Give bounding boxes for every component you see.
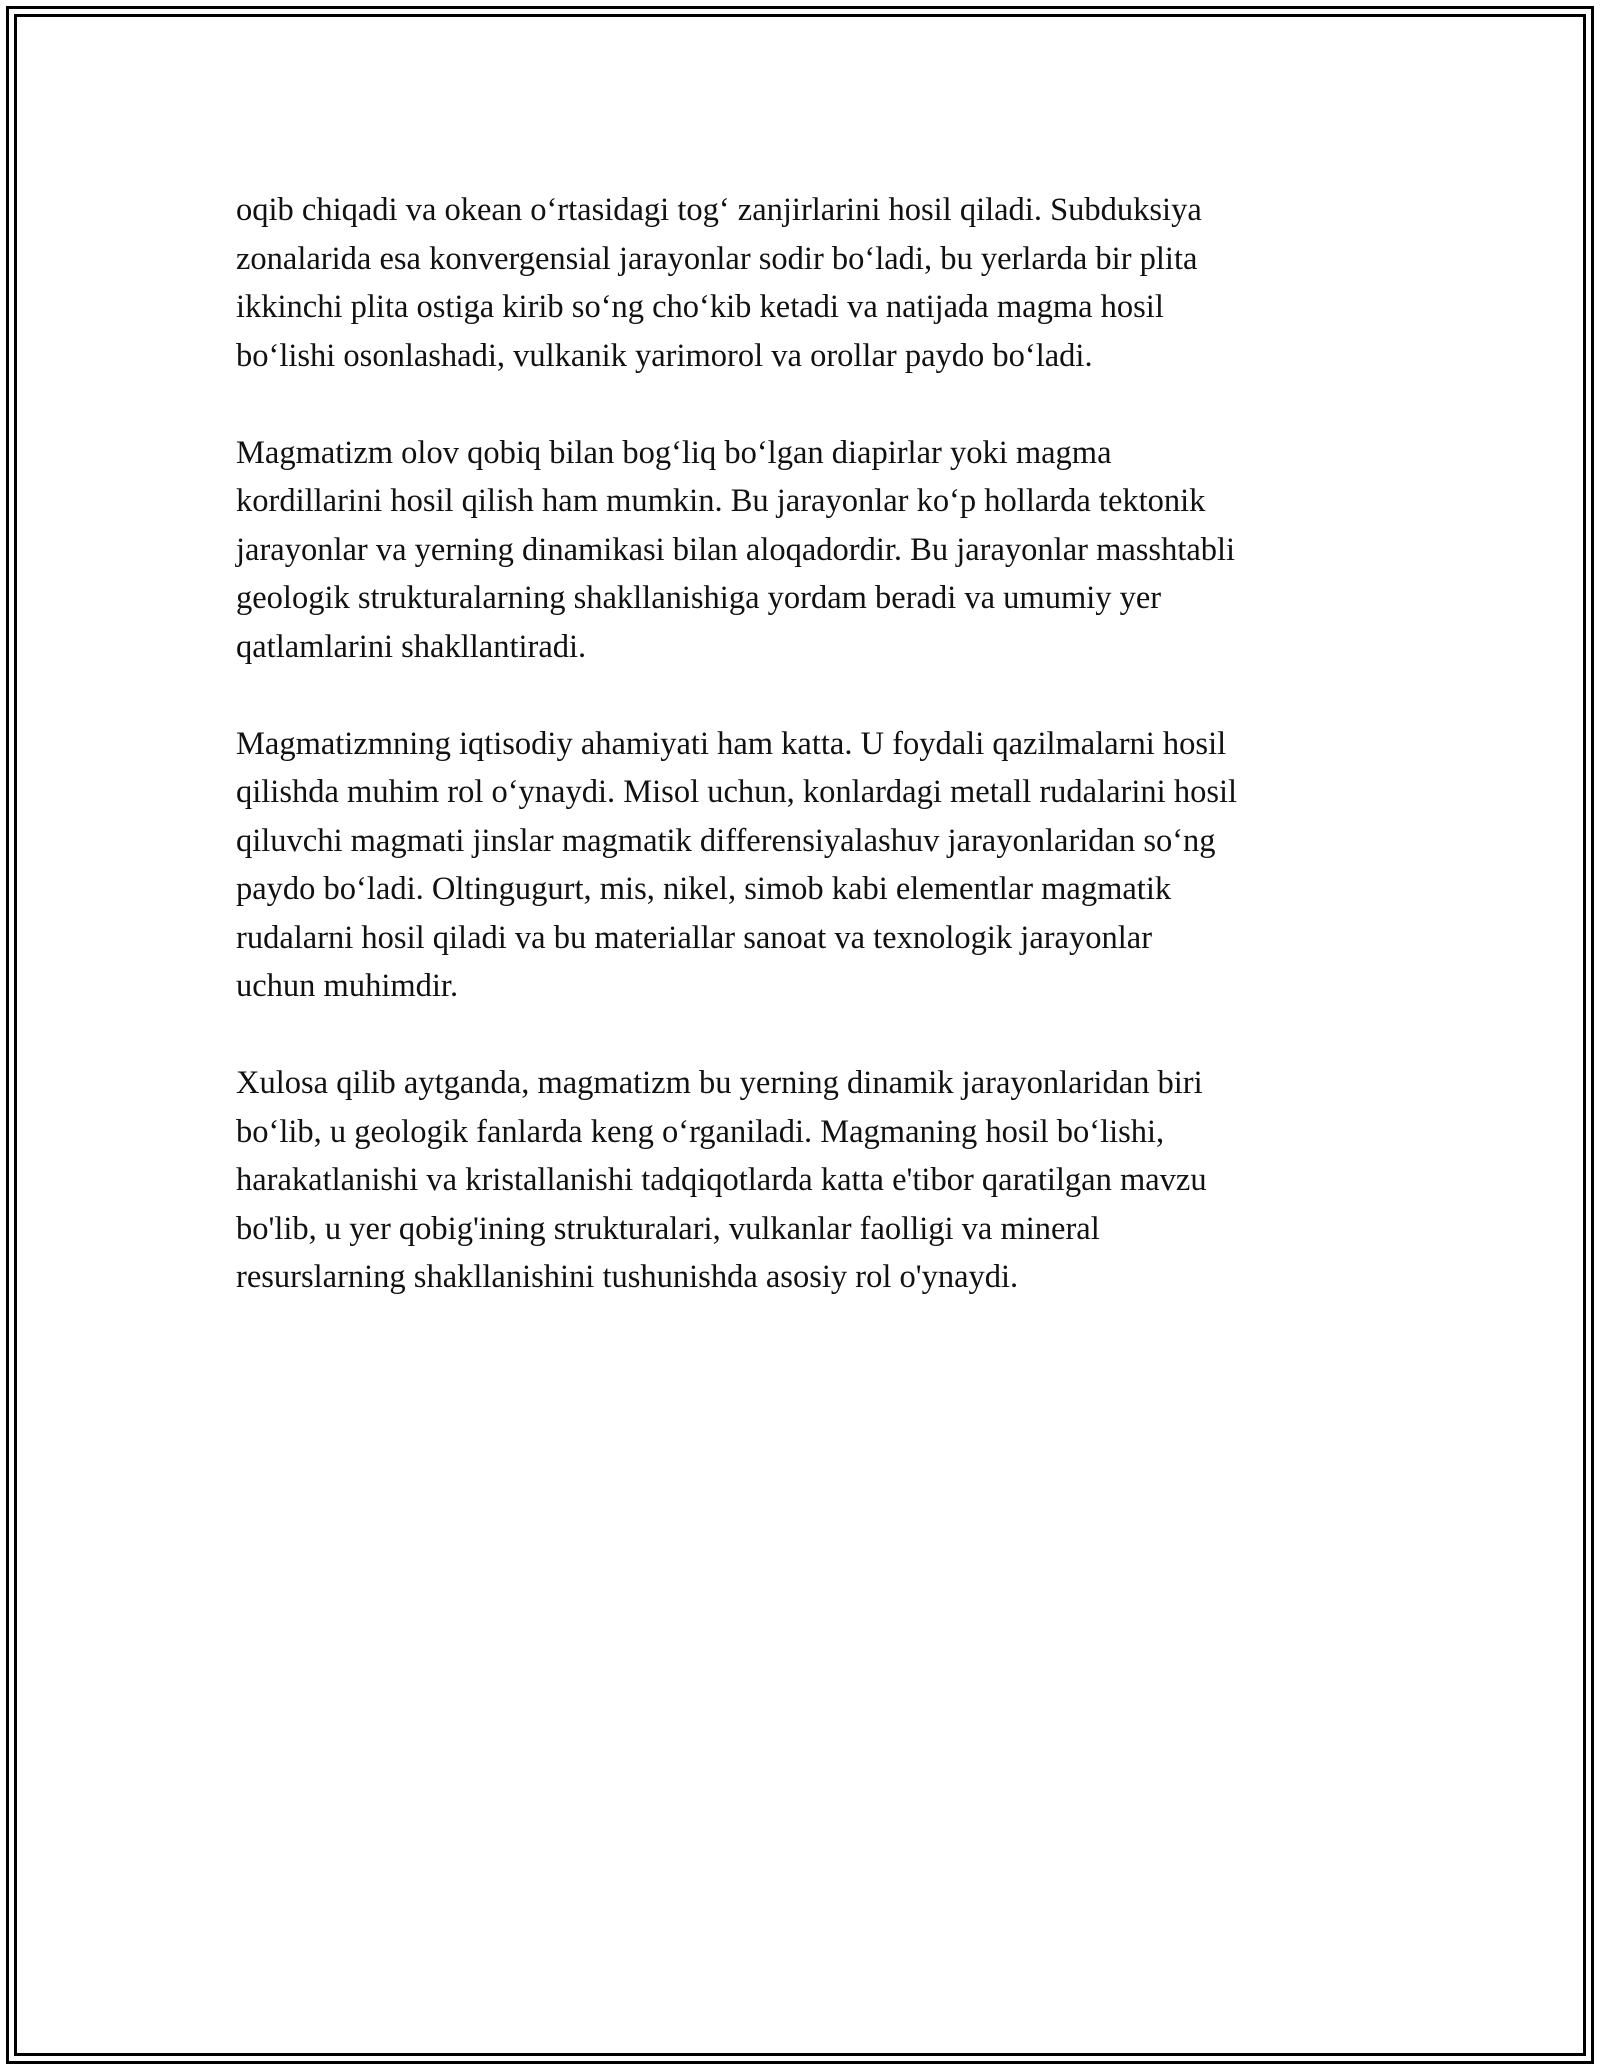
document-body bbox=[236, 186, 1381, 1350]
paragraph-economic-importance: Magmatizmning iqtisodiy ahamiyati ham katta. U foydali qazilmalarni hosil qilishda muhim rol oʻynaydi. Misol uchun, konlardagi metall rudalarini hosil qiluvchi magmati jinslar magmatik differensiyalashuv jarayonlaridan soʻng paydo boʻladi. Oltingugurt, mis, nikel, simob kabi elementlar magmatik rudalarni hosil qiladi va bu materiallar sanoat va texnologik jarayonlar uchun muhimdir. bbox=[236, 725, 1238, 1004]
paragraph-subduction: oqib chiqadi va okean oʻrtasidagi togʻ zanjirlarini hosil qiladi. Subduksiya zonalarida esa konvergensial jarayonlar sodir boʻladi, bu yerlarda bir plita ikkinchi plita ostiga kirib soʻng choʻkib ketadi va natijada magma hosil boʻlishi osonlashadi, vulkanik yarimorol va orollar paydo boʻladi. bbox=[236, 192, 1202, 374]
paragraph-magmatism-diapirs: Magmatizm olov qobiq bilan bogʻliq boʻlgan diapirlar yoki magma kordillarini hosil qilish ham mumkin. Bu jarayonlar koʻp hollarda tektonik jarayonlar va yerning dinamikasi bilan aloqadordir. Bu jarayonlar masshtabli geologik strukturalarning shakllanishiga yordam beradi va umumiy yer qatlamlarini shakllantiradi. bbox=[236, 434, 1236, 665]
paragraph-conclusion: Xulosa qilib aytganda, magmatizm bu yerning dinamik jarayonlaridan biri boʻlib, u geologik fanlarda keng oʻrganiladi. Magmaning hosil boʻlishi, harakatlanishi va kristallanishi tadqiqotlarda katta e'tibor qaratilgan mavzu bo'lib, u yer qobig'ining strukturalari, vulkanlar faolligi va mineral resurslarning shakllanishini tushunishda asosiy rol o'ynaydi. bbox=[236, 1065, 1207, 1295]
